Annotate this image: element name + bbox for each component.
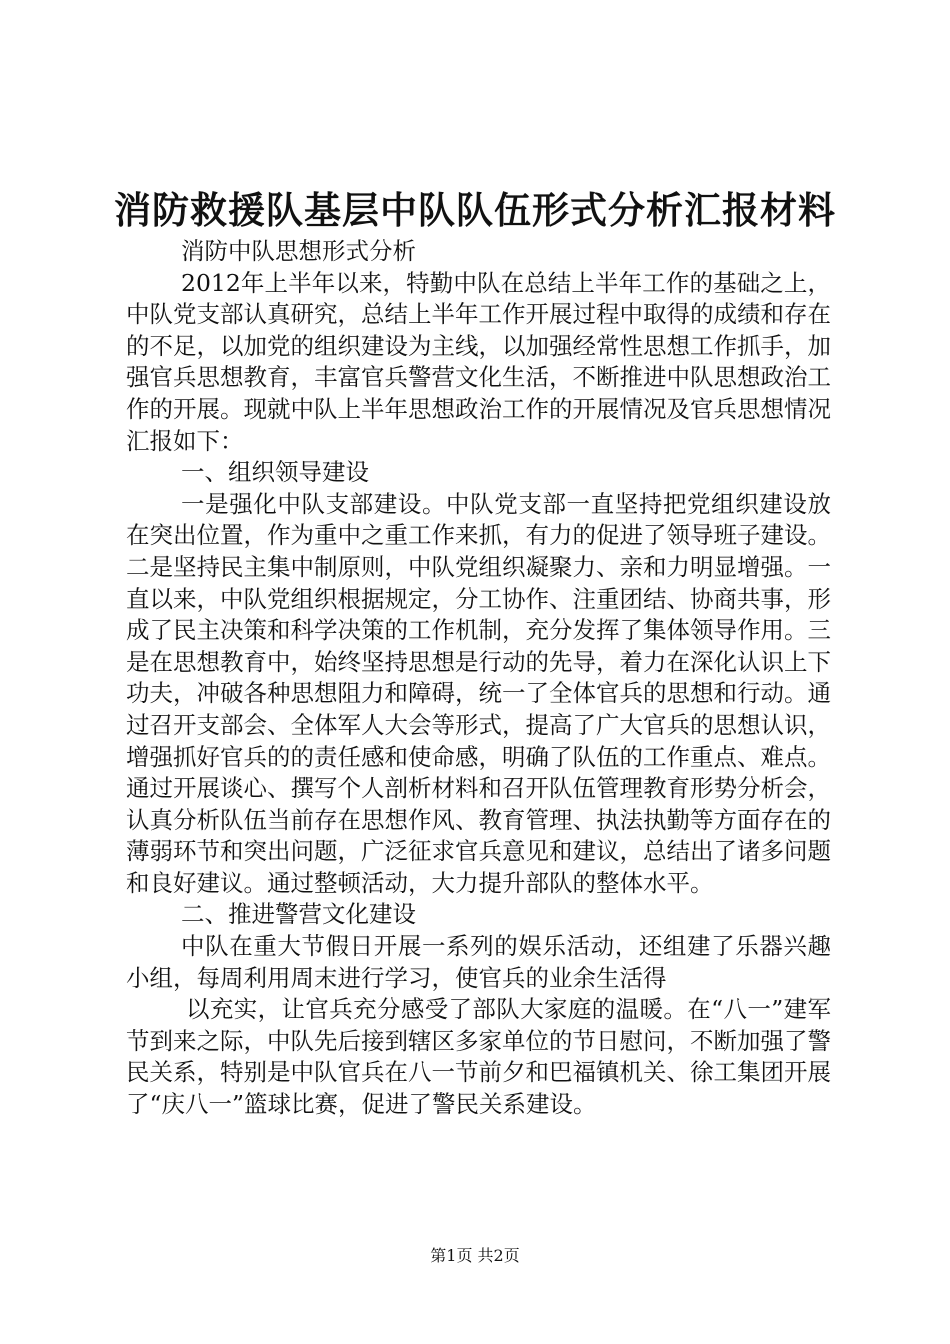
page-footer: 第1页 共2页 xyxy=(430,1246,520,1265)
section-heading-1: 一、组织领导建设 xyxy=(181,458,369,487)
section-heading-2: 二、推进警营文化建设 xyxy=(181,900,416,929)
body-paragraph-1: 一是强化中队支部建设。中队党支部一直坚持把党组织建设放在突出位置，作为重中之重工作来抓，有力的促进了领导班子建设。二是坚持民主集中制原则，中队党组织凝聚力、亲和力明显增强。一直以来，中队党组织根据规定，分工协作、注重团结、协商共事，形成了民主决策和科学决策的工作机制，充分发挥了集体领导作用。三是在思想教育中，始终坚持思想是行动的先导，着力在深化认识上下功夫，冲破各种思想阻力和障碍，统一了全体官兵的思想和行动。通过召开支部会、全体军人大会等形式，提高了广大官兵的思想认识，增强抓好官兵的的责任感和使命感，明确了队伍的工作重点、难点。通过开展谈心、撰写个人剖析材料和召开队伍管理教育形势分析会，认真分析队伍当前存在思想作风、教育管理、执法执勤等方面存在的薄弱环节和突出问题，广泛征求官兵意见和建议，总结出了诸多问题和良好建议。通过整顿活动，大力提升部队的整体水平。 xyxy=(126,489,831,897)
intro-paragraph: 2012年上半年以来，特勤中队在总结上半年工作的基础之上，中队党支部认真研究，总结上半年工作开展过程中取得的成绩和存在的不足，以加党的组织建设为主线，以加强经常性思想工作抓手，加强官兵思想教育，丰富官兵警营文化生活，不断推进中队思想政治工作的开展。现就中队上半年思想政治工作的开展情况及官兵思想情况汇报如下： xyxy=(126,268,831,455)
section-subtitle: 消防中队思想形式分析 xyxy=(181,237,416,265)
document-body xyxy=(126,236,831,1121)
body-paragraph-2: 中队在重大节假日开展一系列的娱乐活动，还组建了乐器兴趣小组，每周利用周末进行学习，使官兵的业余生活得 xyxy=(126,932,831,992)
document-title: 消防救援队基层中队队伍形式分析汇报材料 xyxy=(114,188,836,232)
body-paragraph-3: 以充实，让官兵充分感受了部队大家庭的温暖。在“八一”建军节到来之际，中队先后接到辖区多家单位的节日慰问，不断加强了警民关系，特别是中队官兵在八一节前夕和巴福镇机关、徐工集团开展了“庆八一”篮球比赛，促进了警民关系建设。 xyxy=(126,995,831,1119)
